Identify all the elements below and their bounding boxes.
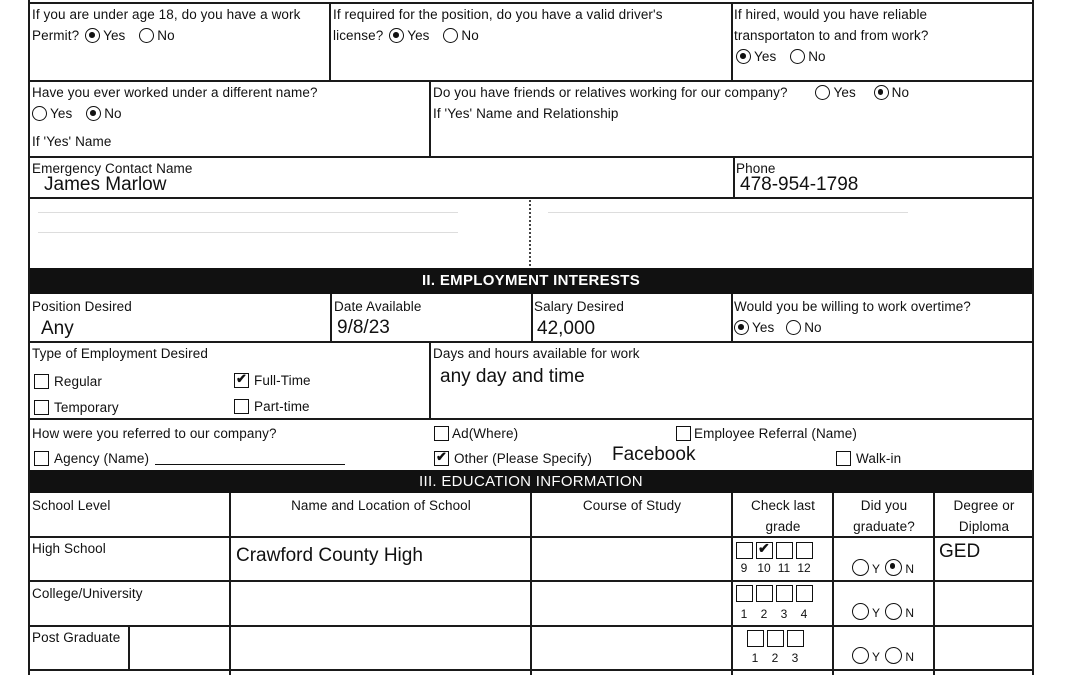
employment-type-regular[interactable] <box>34 371 102 392</box>
y-label: Y <box>872 606 880 620</box>
grade-number: 3 <box>780 607 788 621</box>
college-grade-boxes[interactable] <box>736 585 816 607</box>
referral-ad[interactable] <box>434 423 518 444</box>
transport-question-line1: If hired, would you have reliable <box>734 7 928 22</box>
grade-number: 1 <box>740 607 748 621</box>
grade-4-box[interactable] <box>796 585 813 602</box>
regular-label: Regular <box>54 374 102 389</box>
row-divider <box>28 669 1034 671</box>
faded-line <box>38 212 458 213</box>
transport-question-line2: transportaton to and from work? <box>734 28 929 43</box>
grade-1-box[interactable] <box>736 585 753 602</box>
emergency-contact-label: Emergency Contact Name <box>32 161 193 176</box>
work-permit-question-line2: Permit? <box>32 28 80 43</box>
employee-referral-label: Employee Referral (Name) <box>694 426 857 441</box>
yes-label: Yes <box>752 320 775 335</box>
cell-divider <box>429 80 431 157</box>
post-graduate-graduated-y-radio[interactable] <box>852 647 869 664</box>
overtime-yes-radio[interactable] <box>734 320 749 335</box>
grade-2-box[interactable] <box>767 630 784 647</box>
col-divider <box>229 493 231 675</box>
work-permit-question <box>32 4 300 46</box>
referral-label: How were you referred to our company? <box>32 426 277 441</box>
cell-divider <box>329 2 331 81</box>
relatives-no-radio[interactable] <box>874 85 889 100</box>
yes-label: Yes <box>833 85 856 100</box>
grade-number: 3 <box>791 651 799 665</box>
row-divider <box>28 197 1034 199</box>
graduate-header <box>834 495 934 537</box>
post-graduate-graduated <box>850 647 914 668</box>
referral-employee[interactable] <box>676 423 857 444</box>
high-school-grade-numbers <box>734 561 814 575</box>
y-label: Y <box>872 650 880 664</box>
different-name-question-text: Have you ever worked under a different name? <box>32 85 318 100</box>
employment-type-parttime[interactable] <box>234 396 310 417</box>
relatives-question-text: Do you have friends or relatives working for our company? <box>433 85 788 100</box>
regular-checkbox[interactable] <box>34 374 49 389</box>
transport-yes-radio[interactable] <box>736 49 751 64</box>
ad-label: Ad(Where) <box>452 426 519 441</box>
agency-checkbox[interactable] <box>34 451 49 466</box>
part-time-checkbox[interactable] <box>234 399 249 414</box>
high-school-level: High School <box>32 541 106 556</box>
transport-no-radio[interactable] <box>790 49 805 64</box>
col-divider <box>128 625 130 670</box>
high-school-degree[interactable]: GED <box>939 541 981 562</box>
grade-number: 1 <box>751 651 759 665</box>
grade-number: 10 <box>757 561 771 575</box>
education-section-title: III. EDUCATION INFORMATION <box>30 470 1032 493</box>
cell-divider <box>429 341 431 419</box>
graduate-header-line2: graduate? <box>853 519 915 534</box>
salary-label: Salary Desired <box>534 299 624 314</box>
grade-3-box[interactable] <box>787 630 804 647</box>
grade-1-box[interactable] <box>747 630 764 647</box>
degree-header-line1: Degree or <box>953 498 1015 513</box>
n-label: N <box>905 562 915 576</box>
grade-number: 4 <box>800 607 808 621</box>
employment-type-label: Type of Employment Desired <box>32 346 208 361</box>
grade-number: 12 <box>797 561 811 575</box>
degree-header-line2: Diploma <box>958 519 1010 534</box>
employee-referral-checkbox[interactable] <box>676 426 691 441</box>
employment-section-title: II. EMPLOYMENT INTERESTS <box>30 268 1032 294</box>
overtime-question-text: Would you be willing to work overtime? <box>734 299 971 314</box>
grade-number: 11 <box>777 561 791 575</box>
phone-value[interactable]: 478-954-1798 <box>740 174 859 195</box>
drivers-license-question <box>333 4 663 46</box>
cell-divider <box>330 294 332 341</box>
faded-line <box>548 212 908 213</box>
high-school-name[interactable]: Crawford County High <box>236 545 423 566</box>
different-name-no-radio[interactable] <box>86 106 101 121</box>
days-available-value[interactable]: any day and time <box>440 366 585 387</box>
college-grade-numbers <box>734 607 814 621</box>
col-divider <box>530 493 532 675</box>
different-name-question <box>32 82 318 152</box>
relatives-question <box>433 82 909 124</box>
referral-other-value[interactable]: Facebook <box>612 444 696 465</box>
college-graduated <box>850 603 914 624</box>
row-divider <box>28 418 1034 420</box>
days-available-label: Days and hours available for work <box>433 346 640 361</box>
cell-divider <box>731 2 733 81</box>
application-form-page <box>28 0 1034 675</box>
yes-label: Yes <box>50 106 73 121</box>
drivers-license-question-line1: If required for the position, do you have a valid driver's <box>333 7 663 22</box>
grade-10-box[interactable] <box>756 542 773 559</box>
school-name-header: Name and Location of School <box>291 498 471 513</box>
employment-type-temporary[interactable] <box>34 397 119 418</box>
last-grade-header-line1: Check last <box>750 498 816 513</box>
grade-3-box[interactable] <box>776 585 793 602</box>
full-time-checkbox[interactable] <box>234 373 249 388</box>
part-time-label: Part-time <box>254 399 310 414</box>
different-name-yes-radio[interactable] <box>32 106 47 121</box>
agency-name-line[interactable] <box>155 464 345 465</box>
last-grade-header <box>733 495 833 537</box>
salary-value[interactable]: 42,000 <box>537 318 596 339</box>
work-permit-question-line1: If you are under age 18, do you have a work <box>32 7 301 22</box>
row-divider <box>28 580 1034 582</box>
transport-question <box>734 4 928 67</box>
college-level: College/University <box>32 586 143 601</box>
grade-11-box[interactable] <box>776 542 793 559</box>
yes-label: Yes <box>103 28 126 43</box>
temporary-label: Temporary <box>54 400 119 415</box>
agency-label: Agency (Name) <box>54 451 150 466</box>
grade-2-box[interactable] <box>756 585 773 602</box>
overtime-question <box>734 296 971 338</box>
walk-in-label: Walk-in <box>856 451 902 466</box>
high-school-graduated <box>850 559 914 580</box>
cell-divider <box>733 156 735 198</box>
grade-9-box[interactable] <box>736 542 753 559</box>
post-graduate-grade-boxes[interactable] <box>747 630 807 652</box>
grade-number: 2 <box>760 607 768 621</box>
walk-in-checkbox[interactable] <box>836 451 851 466</box>
yes-label: Yes <box>754 49 777 64</box>
dotted-divider <box>529 200 531 266</box>
n-label: N <box>905 650 915 664</box>
temporary-checkbox[interactable] <box>34 400 49 415</box>
date-available-label: Date Available <box>334 299 422 314</box>
work-permit-yes-radio[interactable] <box>85 28 100 43</box>
degree-header <box>935 495 1033 537</box>
post-graduate-grade-numbers <box>745 651 805 665</box>
phone-label: Phone <box>736 161 776 176</box>
referral-agency[interactable] <box>34 448 149 469</box>
graduate-header-line1: Did you <box>860 498 908 513</box>
drivers-license-no-radio[interactable] <box>443 28 458 43</box>
no-label: No <box>891 85 910 100</box>
y-label: Y <box>872 562 880 576</box>
work-permit-no-radio[interactable] <box>139 28 154 43</box>
form-left-border <box>28 0 30 675</box>
last-grade-header-line2: grade <box>765 519 801 534</box>
grade-12-box[interactable] <box>796 542 813 559</box>
different-name-if-yes-label: If 'Yes' Name <box>32 134 112 149</box>
college-graduated-n-radio[interactable] <box>885 603 902 620</box>
school-level-header: School Level <box>32 498 111 513</box>
overtime-no-radio[interactable] <box>786 320 801 335</box>
n-label: N <box>905 606 915 620</box>
ad-checkbox[interactable] <box>434 426 449 441</box>
no-label: No <box>808 49 826 64</box>
position-value[interactable]: Any <box>41 318 74 339</box>
other-checkbox[interactable] <box>434 451 449 466</box>
relatives-if-yes-label: If 'Yes' Name and Relationship <box>433 106 619 121</box>
full-time-label: Full-Time <box>254 373 311 388</box>
post-graduate-level: Post Graduate <box>32 630 121 645</box>
high-school-graduated-n-radio[interactable] <box>885 559 902 576</box>
cell-divider <box>731 294 733 341</box>
row-divider <box>28 625 1034 627</box>
drivers-license-yes-radio[interactable] <box>389 28 404 43</box>
college-graduated-y-radio[interactable] <box>852 603 869 620</box>
referral-other[interactable] <box>434 448 592 469</box>
course-header: Course of Study <box>582 498 682 513</box>
post-graduate-graduated-n-radio[interactable] <box>885 647 902 664</box>
position-label: Position Desired <box>32 299 132 314</box>
no-label: No <box>157 28 175 43</box>
date-available-value[interactable]: 9/8/23 <box>337 317 390 338</box>
no-label: No <box>804 320 822 335</box>
referral-walkin[interactable] <box>836 448 901 469</box>
no-label: No <box>104 106 122 121</box>
grade-number: 9 <box>740 561 748 575</box>
relatives-yes-radio[interactable] <box>815 85 830 100</box>
yes-label: Yes <box>407 28 430 43</box>
drivers-license-question-line2: license? <box>333 28 384 43</box>
emergency-contact-value[interactable]: James Marlow <box>44 174 167 195</box>
other-label: Other (Please Specify) <box>454 451 593 466</box>
form-right-border <box>1032 0 1034 675</box>
no-label: No <box>461 28 479 43</box>
cell-divider <box>531 294 533 341</box>
faded-line <box>38 232 458 233</box>
high-school-graduated-y-radio[interactable] <box>852 559 869 576</box>
employment-type-fulltime[interactable] <box>234 370 311 391</box>
grade-number: 2 <box>771 651 779 665</box>
